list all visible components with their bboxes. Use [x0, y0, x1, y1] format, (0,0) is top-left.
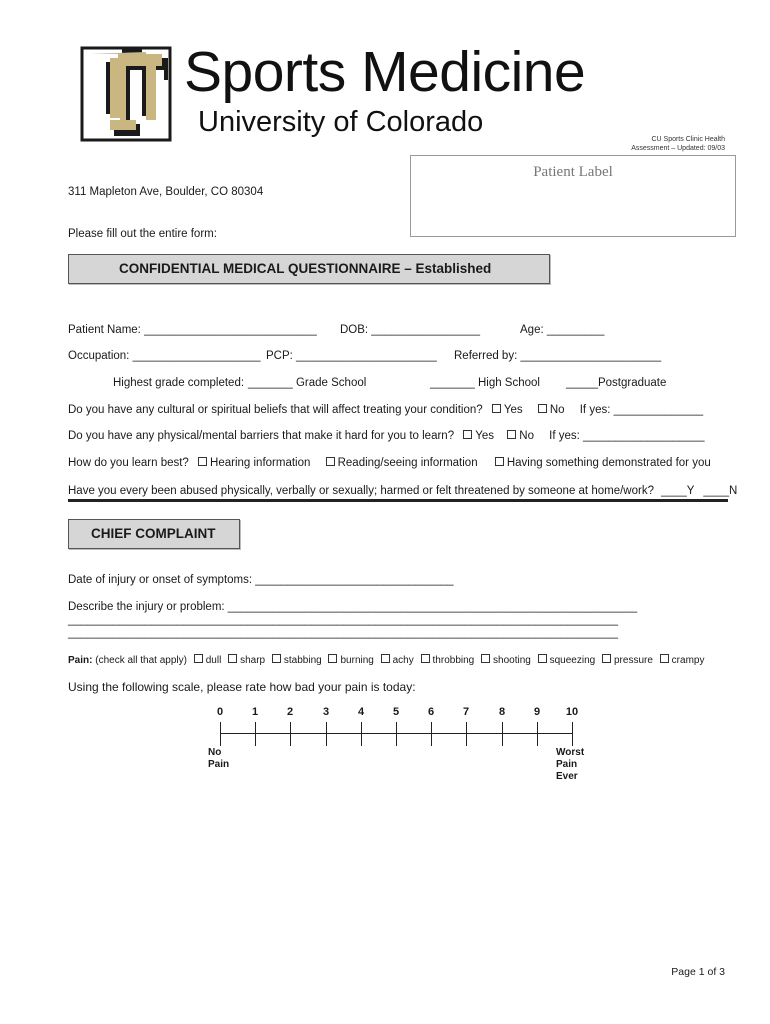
age-field[interactable]: Age: _________: [520, 324, 605, 336]
pain-option-label: squeezing: [549, 655, 596, 666]
question-barriers: [68, 430, 705, 442]
beliefs-yes-checkbox[interactable]: [492, 404, 523, 416]
brand-subtitle: University of Colorado: [198, 106, 484, 138]
pain-scale-prompt: Using the following scale, please rate how bad your pain is today:: [68, 680, 416, 694]
checkbox-icon: [228, 654, 237, 663]
form-instruction: Please fill out the entire form:: [68, 228, 217, 240]
pain-option-label: burning: [340, 655, 374, 666]
pain-scale-tick[interactable]: [290, 722, 291, 746]
question-learning: [68, 457, 711, 469]
pain-scale-number: 9: [533, 706, 541, 718]
checkbox-icon: [194, 654, 203, 663]
pain-hint: (check all that apply): [95, 655, 187, 666]
pain-scale-number: 3: [322, 706, 330, 718]
question-barriers-text: Do you have any physical/mental barriers that make it hard for you to learn?: [68, 430, 455, 442]
grade-school-option[interactable]: _______ Grade School: [248, 377, 367, 389]
checkbox-icon: [381, 654, 390, 663]
question-abuse: [68, 485, 737, 497]
section-divider: [68, 499, 728, 502]
pain-option-label: pressure: [613, 655, 653, 666]
checkbox-icon: [481, 654, 490, 663]
abuse-yes-field[interactable]: ____Y: [661, 485, 695, 497]
pain-option-label: sharp: [240, 655, 266, 666]
section-title-questionnaire-text: CONFIDENTIAL MEDICAL QUESTIONNAIRE – Established: [119, 261, 492, 276]
pain-type-row: [68, 654, 708, 666]
pain-option-burning[interactable]: [328, 655, 373, 666]
injury-description-line-3[interactable]: ______________________________________________________________________________________: [68, 627, 619, 639]
pain-scale-tick[interactable]: [255, 722, 256, 746]
beliefs-if-yes-field[interactable]: If yes: ______________: [579, 404, 704, 416]
pain-scale-tick[interactable]: [326, 722, 327, 746]
pain-scale-low-label: No Pain: [208, 747, 230, 770]
pain-scale-tick[interactable]: [572, 722, 573, 746]
pain-scale-number: 5: [392, 706, 400, 718]
question-beliefs-text: Do you have any cultural or spiritual beliefs that will affect treating your condition?: [68, 404, 483, 416]
checkbox-icon: [328, 654, 337, 663]
section-title-chief-complaint: [68, 519, 240, 549]
question-learning-text: How do you learn best?: [68, 457, 189, 469]
pain-scale-number: 1: [251, 706, 259, 718]
high-school-option[interactable]: _______ High School: [430, 377, 540, 389]
checkbox-icon: [602, 654, 611, 663]
pain-scale-number: 2: [286, 706, 294, 718]
pain-scale-number: 10: [565, 706, 579, 718]
injury-description-line-2[interactable]: ______________________________________________________________________________________: [68, 614, 619, 626]
brand-title: Sports Medicine: [184, 40, 586, 104]
pain-scale-tick[interactable]: [220, 722, 221, 746]
checkbox-icon: [421, 654, 430, 663]
checkbox-icon: [660, 654, 669, 663]
pain-option-stabbing[interactable]: [272, 655, 322, 666]
pain-option-squeezing[interactable]: [538, 655, 596, 666]
learning-hearing-checkbox[interactable]: [198, 457, 310, 469]
barriers-yes-label: Yes: [475, 430, 495, 442]
pain-option-achy[interactable]: [381, 655, 414, 666]
pain-option-label: shooting: [493, 655, 531, 666]
clinic-address: 311 Mapleton Ave, Boulder, CO 80304: [68, 186, 264, 198]
learning-demonstrated-label: Having something demonstrated for you: [506, 457, 711, 469]
pain-scale-number: 8: [498, 706, 506, 718]
pain-option-label: stabbing: [283, 655, 322, 666]
pain-option-crampy[interactable]: [660, 655, 705, 666]
pain-scale-tick[interactable]: [361, 722, 362, 746]
pain-option-sharp[interactable]: [228, 655, 265, 666]
meta-line-2: Assessment – Updated: 09/03: [631, 145, 725, 152]
page-number: Page 1 of 3: [671, 966, 725, 978]
checkbox-icon: [198, 457, 207, 466]
pain-option-label: achy: [392, 655, 414, 666]
pain-scale-number: 6: [427, 706, 435, 718]
section-title-chief-complaint-text: CHIEF COMPLAINT: [91, 526, 216, 541]
pain-scale-high-label: Worst Pain Ever: [556, 747, 585, 782]
checkbox-icon: [538, 404, 547, 413]
pain-option-label: dull: [205, 655, 222, 666]
barriers-yes-checkbox[interactable]: [463, 430, 494, 442]
pain-scale-tick[interactable]: [396, 722, 397, 746]
learning-reading-label: Reading/seeing information: [337, 457, 478, 469]
pain-scale-tick[interactable]: [431, 722, 432, 746]
learning-demonstrated-checkbox[interactable]: [495, 457, 711, 469]
beliefs-no-label: No: [549, 404, 565, 416]
beliefs-no-checkbox[interactable]: [538, 404, 565, 416]
patient-name-field[interactable]: Patient Name: ___________________________: [68, 324, 317, 336]
checkbox-icon: [272, 654, 281, 663]
pain-option-shooting[interactable]: [481, 655, 531, 666]
dob-field[interactable]: DOB: _________________: [340, 324, 481, 336]
pain-option-dull[interactable]: [194, 655, 222, 666]
pain-option-throbbing[interactable]: [421, 655, 475, 666]
referred-by-field[interactable]: Referred by: ______________________: [454, 350, 662, 362]
grade-label: Highest grade completed:: [113, 377, 245, 389]
checkbox-icon: [538, 654, 547, 663]
question-abuse-text: Have you every been abused physically, verbally or sexually; harmed or felt threatened by someone at home/work?: [68, 485, 654, 497]
pain-label: Pain:: [68, 655, 93, 666]
pain-scale-number: 4: [357, 706, 365, 718]
pain-scale-tick[interactable]: [466, 722, 467, 746]
patient-label-text: Patient Label: [533, 164, 613, 180]
pain-option-label: throbbing: [432, 655, 475, 666]
learning-reading-checkbox[interactable]: [326, 457, 478, 469]
checkbox-icon: [326, 457, 335, 466]
checkbox-icon: [463, 430, 472, 439]
barriers-if-yes-field[interactable]: If yes: ___________________: [549, 430, 705, 442]
barriers-no-checkbox[interactable]: [507, 430, 534, 442]
pain-scale-tick[interactable]: [537, 722, 538, 746]
pain-scale-number: 0: [216, 706, 224, 718]
section-title-questionnaire: [68, 254, 550, 284]
checkbox-icon: [495, 457, 504, 466]
question-beliefs: [68, 404, 703, 416]
cu-logo-icon: [80, 46, 172, 142]
abuse-no-field[interactable]: ____N: [703, 485, 738, 497]
pain-option-label: crampy: [671, 655, 705, 666]
pcp-field[interactable]: PCP: ______________________: [266, 350, 437, 362]
injury-description-field[interactable]: Describe the injury or problem: ________________________________________________________________: [68, 601, 638, 613]
occupation-field[interactable]: Occupation: ____________________: [68, 350, 261, 362]
barriers-no-label: No: [519, 430, 534, 442]
pain-scale-tick[interactable]: [502, 722, 503, 746]
injury-date-field[interactable]: Date of injury or onset of symptoms: _______________________________: [68, 574, 454, 586]
pain-scale-number: 7: [462, 706, 470, 718]
postgraduate-option[interactable]: _____Postgraduate: [566, 377, 667, 389]
beliefs-yes-label: Yes: [503, 404, 523, 416]
checkbox-icon: [507, 430, 516, 439]
patient-label-box[interactable]: [410, 155, 736, 237]
meta-line-1: CU Sports Clinic Health: [651, 136, 725, 143]
pain-option-pressure[interactable]: [602, 655, 653, 666]
checkbox-icon: [492, 404, 501, 413]
document-meta: [631, 135, 725, 153]
learning-hearing-label: Hearing information: [210, 457, 311, 469]
